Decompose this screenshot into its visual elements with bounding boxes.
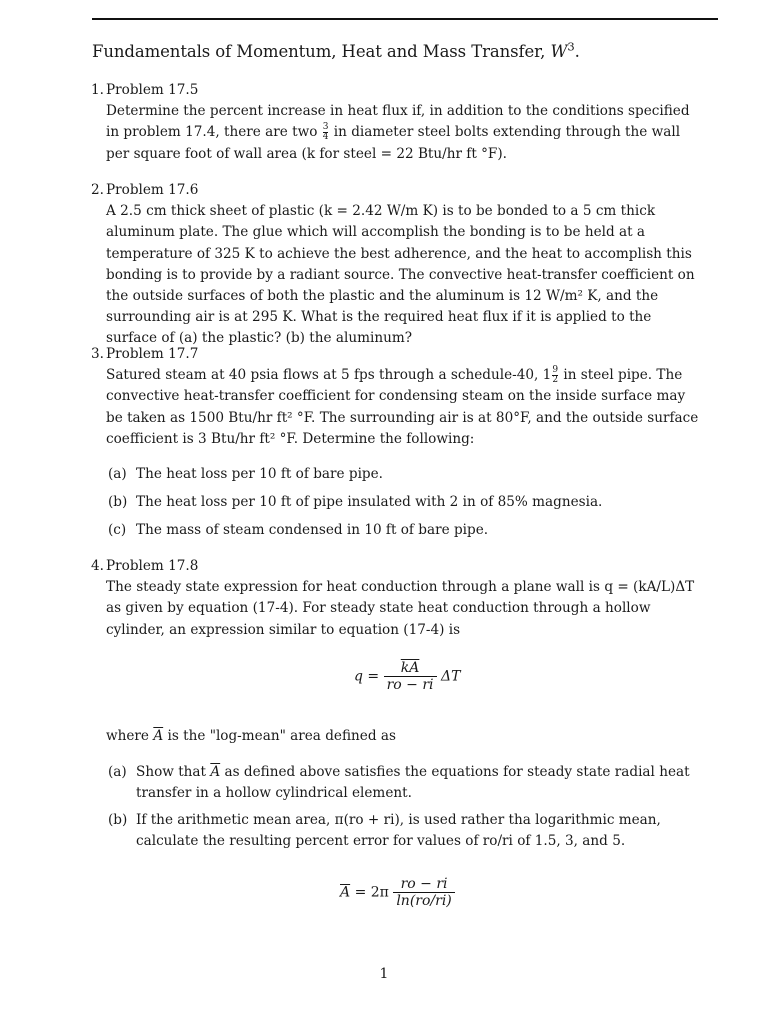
subitem-3c: (c) The mass of steam condensed in 10 ft of bare pipe. xyxy=(108,522,489,538)
subitem-4a: (a) Show that $\overline{A}$ as defined above satisfies the equations for steady state radial heat transfer in a hollow cylindrical element. xyxy=(108,764,690,802)
problem-1 xyxy=(86,80,700,165)
subitem-3b: (b) The heat loss per 10 ft of pipe insulated with 2 in of 85% magnesia. xyxy=(108,494,603,510)
problem-heading: Problem 17.6 xyxy=(106,182,199,198)
problem-number: 3. xyxy=(91,346,104,362)
equation-log-mean-area: $\overline{A} = 2\pi$ $\frac{ro - ri}{\ln(ro/ri)}$ xyxy=(340,876,455,909)
problem-heading: Problem 17.5 xyxy=(106,82,199,98)
problem-text: A 2.5 cm thick sheet of plastic (k = 2.42 W/m K) is to be bonded to a 5 cm thick aluminum plate. The glue which will accomplish the bonding is to be held at a temperature of 325 K to achieve the best adherence, and the heat to accomplish this bonding is to provide by a radiant source. The convective heat-transfer coefficient on the outside surfaces of both the plastic and the aluminum is 12 W/m² K, and the surrounding air is at 295 K. What is the required heat flux if it is applied to the surface of (a) the plastic? (b) the aluminum? xyxy=(106,203,695,347)
problem-text: Determine the percent increase in heat flux if, in addition to the conditions specified in problem 17.4, there are two $\frac{3}{4}$ in diameter steel bolts extending through the wall per square foot of wall area (k for steel = 22 Btu/hr ft °F). xyxy=(106,103,690,162)
problem-2 xyxy=(86,180,700,350)
problem-heading: Problem 17.7 xyxy=(106,346,199,362)
where-line: where $\overline{A}$ is the "log-mean" area defined as xyxy=(106,728,396,744)
equation-fraction: $\frac{\overline{kA}}{ro - ri}$ xyxy=(384,660,437,693)
problem-text: Satured steam at 40 psia flows at 5 fps through a schedule-40, 1 $\frac{9}{2}$ in steel pipe. The convective heat-transfer coefficient for condensing steam on the inside surface may be taken as 1500 Btu/hr ft² °F. The surrounding air is at 80°F, and the outside surface coefficient is 3 Btu/hr ft² °F. Determine the following: xyxy=(106,365,699,447)
problem-number: 1. xyxy=(91,82,104,98)
problem-number: 4. xyxy=(91,558,104,574)
equation-q: q = $\frac{\overline{kA}}{ro - ri}$ ΔT xyxy=(354,660,461,693)
problem-text: The steady state expression for heat conduction through a plane wall is q = (kA/L)ΔT as given by equation (17-4). For steady state heat conduction through a hollow cylinder, an expression similar to equation (17-4) is xyxy=(106,579,695,638)
problem-4 xyxy=(86,556,700,641)
page-number: 1 xyxy=(379,966,389,982)
problem-heading: Problem 17.8 xyxy=(106,558,199,574)
top-rule xyxy=(92,18,718,20)
fraction: $\frac{9}{2}$ xyxy=(552,365,559,386)
equation-fraction: $\frac{ro - ri}{\ln(ro/ri)}$ xyxy=(393,876,454,909)
problem-number: 2. xyxy=(91,182,104,198)
document-title: Fundamentals of Momentum, Heat and Mass Transfer, $W^3$. xyxy=(92,39,580,61)
title-text: Fundamentals of Momentum, Heat and Mass Transfer, xyxy=(92,42,551,61)
problem-3 xyxy=(86,344,700,450)
fraction: $\frac{3}{4}$ xyxy=(322,122,329,143)
subitem-4b: (b) If the arithmetic mean area, π(ro + ri), is used rather tha logarithmic mean, calculate the resulting percent error for values of ro/ri of 1.5, 3, and 5. xyxy=(108,812,661,850)
subitem-3a: (a) The heat loss per 10 ft of bare pipe. xyxy=(108,466,384,482)
title-w: W xyxy=(550,42,568,61)
title-exponent: 3 xyxy=(567,39,575,54)
